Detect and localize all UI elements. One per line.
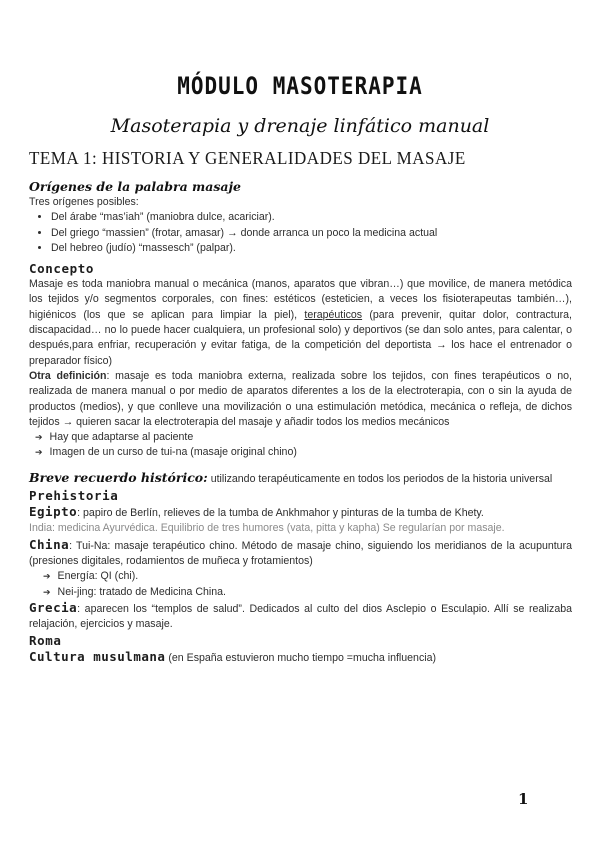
- other-definition: [29, 369, 572, 430]
- other-definition-text: : masaje es toda maniobra externa, realizada sobre los tejidos, con fines terapéuticos o no, realizada de manera manual o por medio de aparatos diferentes a los de la electroterapia, con o sin la ayuda de productos (medios), y que conlleve una movilización o una estimulación metódica, mecánica o refleja, de dichos tejidos → quieren sacar la electroterapia del masaje y añadir todos los medios mecánicos: [29, 369, 572, 428]
- list-item: • Del árabe “mas’iah” (maniobra dulce, acariciar).: [51, 210, 572, 225]
- origins-heading: Orígenes de la palabra masaje: [29, 179, 241, 194]
- list-item: ➔ Hay que adaptarse al paciente: [35, 430, 572, 445]
- concept-text-end: (para prevenir, quitar dolor, contractura, discapacidad… no lo puede hacer cualquiera, un profesional solo) y deportivos (se dan solo antes, para calentar, o después,para enfriar, recuperación y evitar fatiga, de la competición del deportista → los hace el entrenador o preparador físico): [29, 308, 572, 367]
- content-body: [29, 179, 572, 667]
- list-item: • Del hebreo (judío) “massesch” (palpar).: [51, 241, 572, 256]
- egypt-text: : papiro de Berlín, relieves de la tumba de Ankhmahor y pinturas de la tumba de Khety.: [77, 507, 484, 520]
- history-intro-text: utilizando terapéuticamente en todos los periodos de la historia universal: [207, 472, 553, 485]
- india-paragraph: India: medicina Ayurvédica. Equilibrio de tres humores (vata, pitta y kapha) Se regularían por masaje.: [29, 522, 505, 535]
- list-item: ➔ Imagen de un curso de tui-na (masaje original chino): [35, 445, 572, 460]
- concept-heading: Concepto: [29, 261, 95, 277]
- document-subtitle: Masoterapia y drenaje linfático manual: [110, 115, 490, 137]
- china-paragraph: [29, 537, 572, 570]
- history-heading: Breve recuerdo histórico:: [29, 469, 208, 485]
- history-intro: [29, 470, 572, 487]
- list-item: • Del griego “massien” (frotar, amasar) → donde arranca un poco la medicina actual: [51, 226, 572, 241]
- origins-intro: Tres orígenes posibles:: [29, 196, 139, 208]
- prehistory-heading: Prehistoria: [29, 488, 119, 504]
- other-definition-label: Otra definición: [29, 369, 107, 382]
- topic-heading: TEMA 1: HISTORIA Y GENERALIDADES DEL MASAJE: [29, 148, 466, 169]
- greece-text: : aparecen los “templos de salud”. Dedicados al culto del dios Asclepio o Esculapio. Allí se realizaba relajación, ejercicios y masaje.: [29, 602, 572, 631]
- egypt-label: Egipto: [29, 504, 78, 520]
- china-text: : Tui-Na: masaje terapéutico chino. Método de masaje chino, siguiendo los meridianos de la acupuntura (presiones digitales, rodamientos de muñeca y frotamientos): [29, 539, 572, 567]
- list-item: ➔ Nei-jing: tratado de Medicina China.: [43, 585, 572, 600]
- concept-paragraph: [29, 277, 572, 369]
- list-item: ➔ Energía: QI (chi).: [43, 569, 572, 584]
- muslim-culture-label: Cultura musulmana: [29, 649, 166, 665]
- china-notes: [29, 569, 572, 600]
- rome-heading: Roma: [29, 633, 62, 649]
- concept-notes: [29, 430, 572, 461]
- muslim-culture-paragraph: [29, 649, 572, 666]
- concept-underlined: terapéuticos: [304, 308, 363, 321]
- page-number: 1: [518, 790, 529, 808]
- concept-text: Masaje es toda maniobra manual o mecánica (manos, aparatos que vibran…) que movilice, de manera metódica los tejidos y/o segmentos corporales, con fines: estéticos (esteticien, a veces los fisioterapeutas también…), higiénicos (los que se aplican para limpiar la piel),: [29, 278, 572, 321]
- muslim-culture-text: (en España estuvieron mucho tiempo =mucha influencia): [165, 652, 437, 665]
- greece-label: Grecia: [29, 599, 78, 615]
- greece-paragraph: [29, 600, 572, 633]
- origins-list: [29, 210, 572, 256]
- document-title: MÓDULO MASOTERAPIA: [177, 72, 423, 100]
- egypt-paragraph: [29, 504, 572, 521]
- china-label: China: [29, 536, 70, 552]
